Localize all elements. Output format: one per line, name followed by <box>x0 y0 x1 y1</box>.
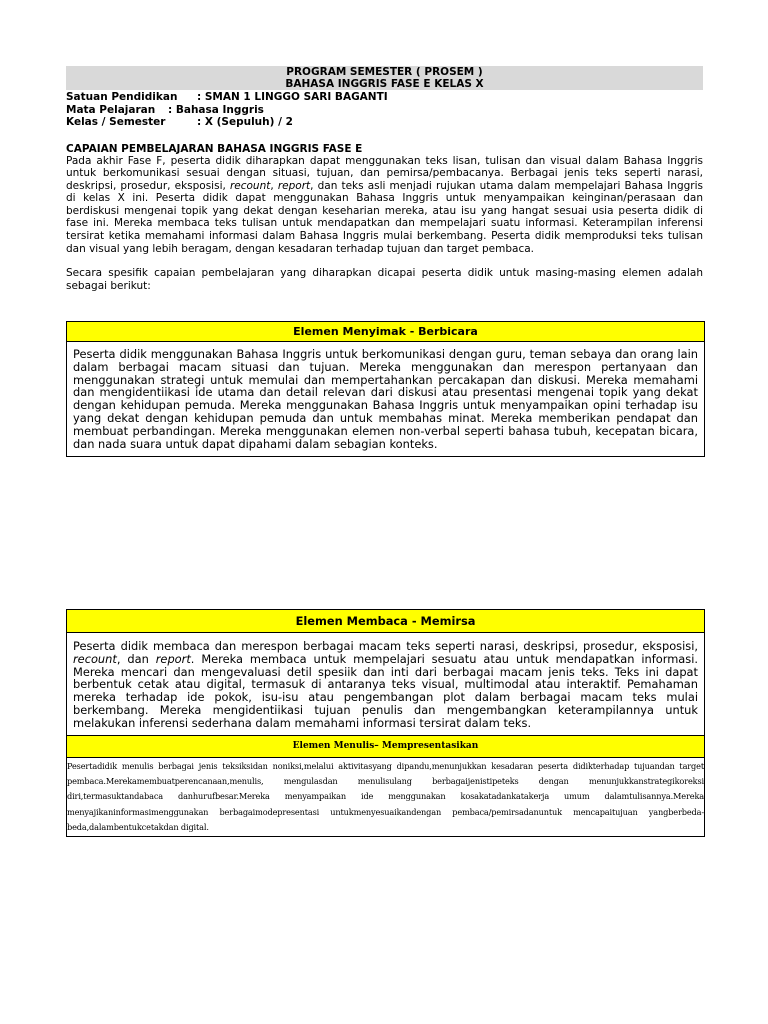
membaca-text-b: . Mereka membaca untuk mempelajari sesuatu atau untuk mendapatkan informasi. Mereka mencari dan mengevaluasi detil spesiik dan inti dari berbagai macam jenis teks. Teks ini dapat berbentuk cetak atau digital, termasuk di antaranya teks visual, multimodal atau interaktif. Pemahaman mereka terhadap ide pokok, isu-isu atau pengembangan plot dalam berbagai macam teks mulai berkembang. Mereka mengidentiikasi tujuan penulis dan mengembangkan keterampilannya untuk melakukan inferensi sederhana dalam memahami informasi tersirat dalam teks. <box>73 651 698 730</box>
capaian-p1-comma: , <box>270 179 278 192</box>
capaian-p1-report: report <box>277 179 311 192</box>
elemen-membaca-heading: Elemen Membaca - Memirsa <box>67 610 704 633</box>
satuan-value: : SMAN 1 LINGGO SARI BAGANTI <box>197 91 388 103</box>
capaian-p1-recount: recount <box>229 179 271 192</box>
document-page <box>66 66 703 292</box>
capaian-p1-text-a: Pada akhir Fase F, peserta didik diharapkan dapat menggunakan teks lisan, tulisan dan visual dalam Bahasa Inggris untuk berkomunikasi sesuai dengan situasi, tujuan, dan pemirsa/pembacanya. Berbagai jenis teks seperti narasi, deskripsi, prosedur, eksposisi, <box>66 154 703 192</box>
kelas-label: Kelas / Semester <box>66 116 166 128</box>
membaca-text-a: Peserta didik membaca dan merespon berbagai macam teks seperti narasi, deskripsi, prosedur, eksposisi, <box>73 639 698 653</box>
kelas-value: : X (Sepuluh) / 2 <box>197 116 293 128</box>
elemen-menyimak-box <box>66 321 705 457</box>
membaca-recount: recount <box>73 651 117 666</box>
satuan-label: Satuan Pendidikan <box>66 91 178 103</box>
membaca-text-mid: , dan <box>116 651 156 666</box>
capaian-paragraph-2: Secara spesifik capaian pembelajaran yang diharapkan dicapai peserta didik untuk masing-masing elemen adalah sebagai berikut: <box>66 267 703 292</box>
title-line-1: PROGRAM SEMESTER ( PROSEM ) <box>286 66 483 78</box>
title-line-2: BAHASA INGGRIS FASE E KELAS X <box>285 78 484 90</box>
capaian-p1-text-b: , dan teks asli menjadi rujukan utama dalam mempelajari Bahasa Inggris di kelas X ini. Peserta didik dapat menggunakan Bahasa Inggris untuk menyampaikan keinginan/perasaan dan berdiskusi mengenai topik yang dekat dengan keseharian mereka, atau isu yang hangat sesuai usia peserta didik di fase ini. Mereka membaca teks tulisan untuk mendapatkan dan mempelajari suatu informasi. Keterampilan inferensi tersirat ketika memahami informasi dalam Bahasa Inggris mulai berkembang. Peserta didik memproduksi teks tulisan dan visual yang lebih beragam, dengan kesadaran terhadap tujuan dan target pembaca. <box>66 179 704 255</box>
elemen-menyimak-heading: Elemen Menyimak - Berbicara <box>67 322 704 342</box>
mapel-value: : Bahasa Inggris <box>168 103 264 116</box>
elemen-menulis-heading: Elemen Menulis– Mempresentasikan <box>67 735 704 758</box>
elemen-menyimak-body: Peserta didik menggunakan Bahasa Inggris untuk berkomunikasi dengan guru, teman sebaya dan orang lain dalam berbagai macam situasi dan tujuan. Mereka menggunakan dan merespon pertanyaan dan menggunakan strategi untuk memulai dan mempertahankan percakapan dan diskusi. Mereka memahami dan mengidentiikasi ide utama dan detail relevan dari diskusi atau presentasi mengenai topik yang dekat dengan kehidupan pemuda. Mereka menggunakan Bahasa Inggris untuk menyampaikan opini terhadap isu yang dekat dengan kehidupan pemuda dan untuk membahas minat. Mereka memberikan pendapat dan membuat perbandingan. Mereka menggunakan elemen non-verbal seperti bahasa tubuh, kecepatan bicara, dan nada suara untuk dapat dipahami dalam sebagian konteks. <box>73 347 698 451</box>
elemen-membaca-box <box>66 609 705 837</box>
elemen-membaca-body <box>67 633 704 735</box>
meta-row-satuan <box>66 91 703 104</box>
meta-row-mapel <box>66 104 703 117</box>
document-meta <box>66 91 703 129</box>
meta-row-kelas <box>66 116 703 129</box>
elemen-menulis-body: Pesertadidik menulis berbagai jenis teksiksidan noniksi,melalui aktivitasyang dipandu,menunjukkan kesadaran peserta didikterhadap tujuandan target pembaca.Merekamembuatperencanaan,menulis, mengulasdan menulisulang berbagaijenistipeteks dengan menunjukkanstrategikoreksi diri,termasuktandabaca danhurufbesar.Mereka menyampaikan ide menggunakan kosakatadankatakerja umum dalamtulisannya.Mereka menyajikaninformasimenggunakan berbagaimodepresentasi untukmenyesuaikandengan pembaca/pemirsadanuntuk mencapaitujuan yangberbeda-beda,dalambentukcetakdan digital. <box>67 760 704 833</box>
membaca-report: report <box>155 651 191 666</box>
capaian-paragraph-1 <box>66 155 703 256</box>
mapel-label: Mata Pelajaran <box>66 103 156 116</box>
document-title <box>66 66 703 90</box>
capaian-heading: CAPAIAN PEMBELAJARAN BAHASA INGGRIS FASE E <box>66 142 363 155</box>
